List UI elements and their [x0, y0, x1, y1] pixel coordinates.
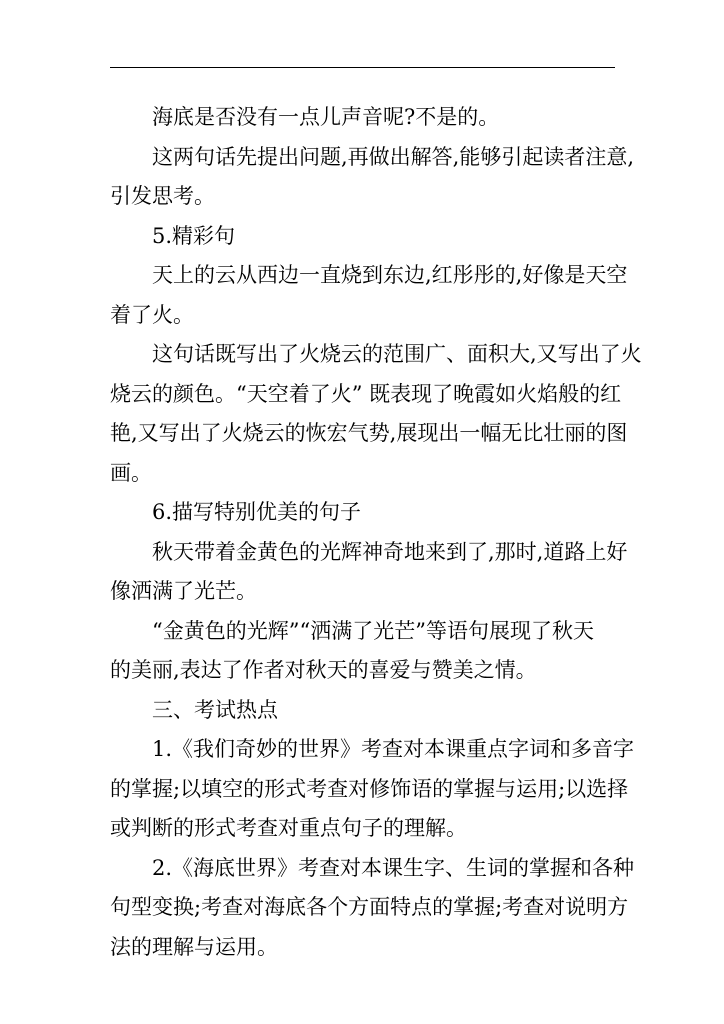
- paragraph-hotspot-1: [110, 730, 635, 849]
- paragraph-question-explanation: [110, 138, 635, 217]
- paragraph-autumn-sentence: [110, 533, 628, 612]
- paragraph-sentence-analysis: [110, 335, 642, 493]
- document-body: [110, 98, 642, 967]
- text-line: 艳,又写出了火烧云的恢宏气势,展现出一幅无比壮丽的图: [110, 421, 628, 445]
- paragraph-example-sentence: [110, 256, 628, 335]
- text-line: 画。: [110, 460, 152, 485]
- section-heading-beautiful-sentences: [110, 493, 620, 533]
- text-line: “金黄色的光辉”“洒满了光芒”等语句展现了秋天: [152, 618, 594, 643]
- text-line: 着了火。: [110, 302, 194, 327]
- text-line: 6.描写特别优美的句子: [152, 500, 362, 524]
- text-line: 这句话既写出了火烧云的范围广、面积大,又写出了火: [152, 342, 642, 366]
- text-line: 2.《海底世界》考查对本课生字、生词的掌握和各种: [152, 855, 635, 880]
- text-line: 或判断的形式考查对重点句子的理解。: [110, 816, 467, 840]
- text-line: 三、考试热点: [152, 697, 278, 722]
- paragraph-hotspot-2: [110, 849, 635, 968]
- header-rule: [110, 67, 615, 68]
- text-line: 的掌握;以填空的形式考查对修饰语的掌握与运用;以选择: [110, 776, 629, 801]
- text-line: 海底是否没有一点儿声音呢?不是的。: [152, 105, 500, 129]
- paragraph-autumn-analysis: [110, 612, 620, 691]
- text-line: 秋天带着金黄色的光辉神奇地来到了,那时,道路上好: [152, 539, 628, 564]
- text-line: 1.《我们奇妙的世界》考查对本课重点字词和多音字: [152, 737, 635, 761]
- text-line: 5.精彩句: [152, 223, 236, 248]
- text-line: 烧云的颜色。“天空着了火” 既表现了晚霞如火焰般的红: [110, 381, 622, 406]
- text-line: 这两句话先提出问题,再做出解答,能够引起读者注意,: [152, 144, 635, 169]
- paragraph-question-answer: [110, 98, 620, 138]
- text-line: 法的理解与运用。: [110, 934, 278, 959]
- text-line: 天上的云从西边一直烧到东边,红彤彤的,好像是天空: [152, 263, 628, 287]
- text-line: 引发思考。: [110, 184, 215, 208]
- text-line: 句型变换;考查对海底各个方面特点的掌握;考查对说明方: [110, 895, 629, 919]
- section-heading-exam-hotspots: [110, 691, 620, 731]
- text-line: 像洒满了光芒。: [110, 579, 257, 603]
- section-heading-wonderful-sentence: [110, 217, 620, 257]
- text-line: 的美丽,表达了作者对秋天的喜爱与赞美之情。: [110, 658, 537, 682]
